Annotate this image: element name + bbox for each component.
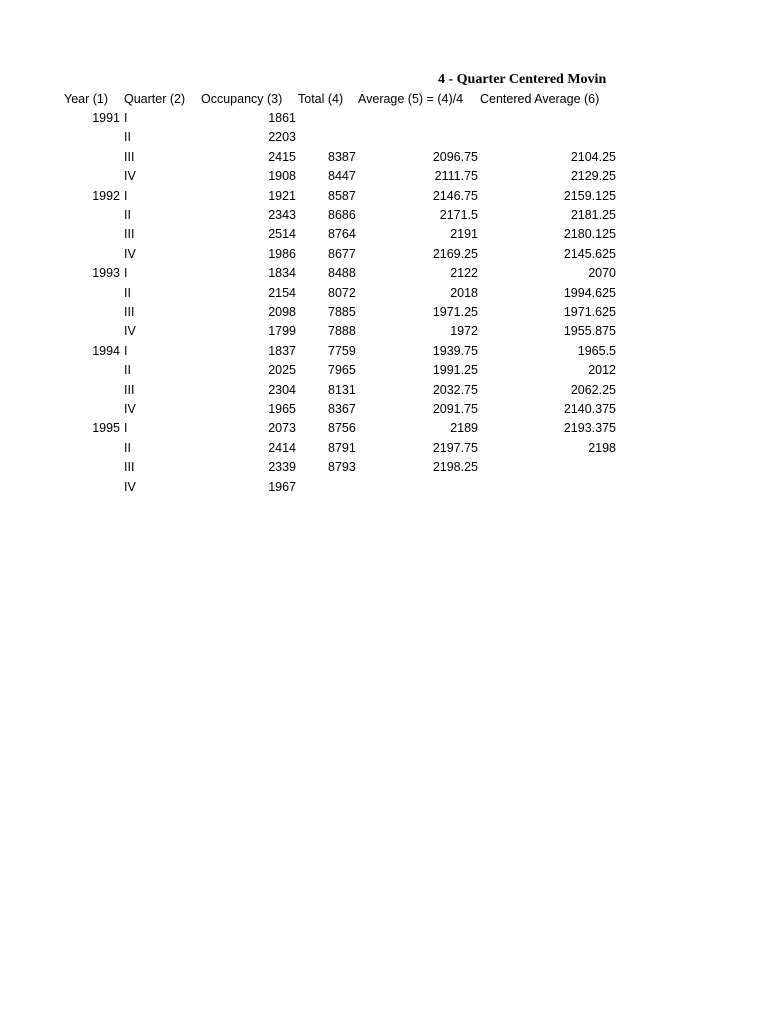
cell-quarter: III <box>124 227 135 242</box>
cell-total <box>328 128 388 147</box>
cell-average <box>380 128 478 147</box>
cell-total: 7759 <box>328 343 356 358</box>
cell-year: 1991 <box>92 111 120 125</box>
cell-total: 7885 <box>328 305 356 319</box>
header-year: Year (1) <box>64 92 109 106</box>
cell-average: 2169.25 <box>432 246 478 261</box>
cell-occupancy: 2098 <box>268 305 296 319</box>
cell-quarter: III <box>124 382 135 397</box>
header-average: Average (5) = (4)/4 <box>358 92 464 106</box>
cell-occupancy: 1921 <box>268 188 296 203</box>
cell-centered-average: 1994.625 <box>563 285 616 300</box>
cell-average <box>380 109 478 128</box>
cell-year <box>40 322 120 341</box>
cell-occupancy: 1837 <box>268 343 296 358</box>
cell-quarter: IV <box>124 402 136 416</box>
cell-quarter: IV <box>124 479 136 494</box>
cell-average: 2018 <box>450 285 478 300</box>
cell-centered-average: 2140.375 <box>563 402 616 416</box>
cell-average: 2111.75 <box>434 169 478 184</box>
cell-year <box>40 128 120 147</box>
cell-average: 2122 <box>450 266 478 281</box>
cell-centered-average: 2012 <box>588 363 616 378</box>
header-centered-average: Centered Average (6) <box>480 92 600 106</box>
cell-quarter: II <box>124 440 131 455</box>
cell-year <box>40 381 120 400</box>
cell-average: 1972 <box>450 324 478 339</box>
cell-quarter: I <box>124 421 128 436</box>
cell-centered-average: 2070 <box>588 266 616 281</box>
cell-occupancy: 2025 <box>268 363 296 378</box>
cell-centered-average: 1955.875 <box>563 324 616 339</box>
cell-total: 8387 <box>328 149 356 164</box>
cell-total: 8677 <box>328 246 356 261</box>
cell-total <box>328 109 388 128</box>
cell-centered-average <box>490 128 616 147</box>
cell-centered-average: 1965.5 <box>577 343 616 358</box>
cell-total: 8791 <box>328 440 356 455</box>
cell-total: 8686 <box>328 208 356 222</box>
cell-average: 1971.25 <box>432 305 478 319</box>
cell-year: 1992 <box>92 188 120 203</box>
cell-centered-average: 2198 <box>588 440 616 455</box>
cell-quarter: III <box>124 305 135 319</box>
cell-average <box>380 478 478 497</box>
cell-centered-average: 2159.125 <box>563 188 616 203</box>
cell-occupancy: 2203 <box>268 130 296 145</box>
cell-quarter: III <box>124 460 135 475</box>
header-occupancy: Occupancy (3) <box>201 92 283 106</box>
cell-total: 8488 <box>328 266 356 281</box>
cell-occupancy: 1908 <box>268 169 296 184</box>
cell-average: 1939.75 <box>432 343 478 358</box>
cell-year <box>40 245 120 264</box>
cell-quarter: IV <box>124 324 136 339</box>
cell-year <box>40 225 120 244</box>
cell-average: 2189 <box>450 421 478 436</box>
cell-total: 8764 <box>328 227 356 242</box>
cell-centered-average: 2180.125 <box>563 227 616 242</box>
cell-centered-average: 2193.375 <box>563 421 616 436</box>
cell-centered-average: 2062.25 <box>570 382 616 397</box>
cell-quarter: II <box>124 130 131 145</box>
cell-average: 2091.75 <box>432 402 478 416</box>
cell-total: 8756 <box>328 421 356 436</box>
cell-occupancy: 2343 <box>268 208 296 222</box>
cell-total: 8131 <box>328 382 356 397</box>
cell-average: 2032.75 <box>432 382 478 397</box>
cell-quarter: I <box>124 188 128 203</box>
cell-year: 1994 <box>92 343 120 358</box>
cell-quarter: II <box>124 208 131 222</box>
cell-quarter: IV <box>124 246 136 261</box>
cell-total <box>328 478 388 497</box>
cell-year <box>40 284 120 303</box>
cell-total: 7888 <box>328 324 356 339</box>
cell-quarter: II <box>124 363 131 378</box>
cell-average: 2197.75 <box>432 440 478 455</box>
cell-occupancy: 1967 <box>268 479 296 494</box>
cell-quarter: III <box>124 149 135 164</box>
cell-total: 8793 <box>328 460 356 475</box>
cell-centered-average: 2181.25 <box>570 208 616 222</box>
cell-centered-average: 2145.625 <box>563 246 616 261</box>
cell-centered-average: 1971.625 <box>563 305 616 319</box>
cell-centered-average <box>490 109 616 128</box>
cell-occupancy: 2514 <box>268 227 296 242</box>
cell-occupancy: 2304 <box>268 382 296 397</box>
cell-average: 2171.5 <box>439 208 478 222</box>
cell-year <box>40 148 120 167</box>
cell-centered-average: 2104.25 <box>570 149 616 164</box>
cell-total: 8447 <box>328 169 356 184</box>
cell-occupancy: 2154 <box>268 285 296 300</box>
cell-quarter: II <box>124 285 131 300</box>
cell-year <box>40 478 120 497</box>
cell-occupancy: 2339 <box>268 460 296 475</box>
cell-average: 1991.25 <box>432 363 478 378</box>
cell-average: 2198.25 <box>432 460 478 475</box>
header-quarter: Quarter (2) <box>124 92 186 106</box>
cell-quarter: IV <box>124 169 136 184</box>
cell-total: 8587 <box>328 188 356 203</box>
cell-average: 2191 <box>450 227 478 242</box>
cell-quarter: I <box>124 111 128 125</box>
cell-year <box>40 439 120 458</box>
cell-year <box>40 400 120 419</box>
cell-occupancy: 1965 <box>268 402 296 416</box>
cell-average: 2146.75 <box>432 188 478 203</box>
cell-year <box>40 458 120 477</box>
cell-occupancy: 2073 <box>268 421 296 436</box>
cell-centered-average <box>490 458 616 477</box>
cell-year: 1993 <box>92 266 120 281</box>
header-total: Total (4) <box>298 92 344 106</box>
cell-quarter: I <box>124 266 128 281</box>
cell-total: 7965 <box>328 363 356 378</box>
cell-centered-average <box>490 478 616 497</box>
cell-year <box>40 206 120 225</box>
cell-centered-average: 2129.25 <box>570 169 616 184</box>
cell-occupancy: 1861 <box>268 111 296 125</box>
cell-year <box>40 361 120 380</box>
cell-year <box>40 303 120 322</box>
cell-occupancy: 1986 <box>268 246 296 261</box>
cell-occupancy: 1799 <box>268 324 296 339</box>
cell-occupancy: 2414 <box>268 440 296 455</box>
cell-year: 1995 <box>92 421 120 436</box>
sheet-title: 4 - Quarter Centered Movin <box>438 72 607 87</box>
cell-total: 8072 <box>328 285 356 300</box>
cell-occupancy: 2415 <box>268 149 296 164</box>
cell-average: 2096.75 <box>432 149 478 164</box>
cell-total: 8367 <box>328 402 356 416</box>
cell-occupancy: 1834 <box>268 266 296 281</box>
cell-year <box>40 167 120 186</box>
cell-quarter: I <box>124 343 128 358</box>
